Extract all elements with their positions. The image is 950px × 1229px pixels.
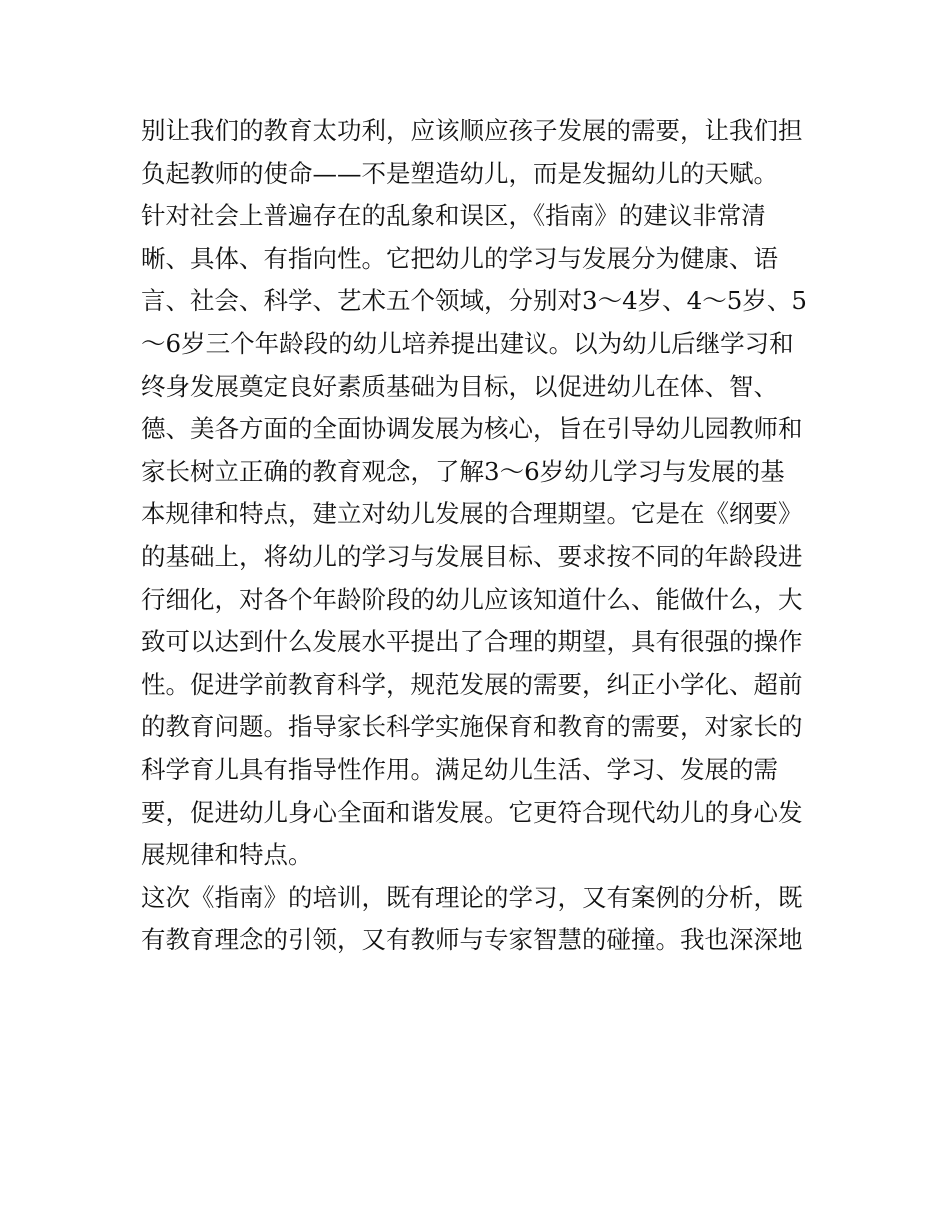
text-line: 本规律和特点，建立对幼儿发展的合理期望。它是在《纲要》 (141, 499, 803, 529)
text-line: 展规律和特点。 (141, 840, 313, 870)
text-line: ～6岁三个年龄段的幼儿培养提出建议。以为幼儿后继学习和 (141, 328, 794, 358)
text-line: 行细化，对各个年龄阶段的幼儿应该知道什么、能做什么，大 (141, 584, 803, 614)
text-line: 致可以达到什么发展水平提出了合理的期望，具有很强的操作 (141, 627, 803, 657)
text-line: 言、社会、科学、艺术五个领域，分别对3～4岁、4～5岁、5 (141, 286, 807, 316)
text-line: 的基础上，将幼儿的学习与发展目标、要求按不同的年龄段进 (141, 541, 803, 571)
text-line: 针对社会上普遍存在的乱象和误区，《指南》的建议非常清 (141, 201, 766, 231)
text-line: 科学育儿具有指导性作用。满足幼儿生活、学习、发展的需 (141, 754, 778, 784)
text-line: 要，促进幼儿身心全面和谐发展。它更符合现代幼儿的身心发 (141, 797, 803, 827)
text-line: 别让我们的教育太功利，应该顺应孩子发展的需要，让我们担 (141, 116, 803, 145)
text-line: 性。促进学前教育科学，规范发展的需要，纠正小学化、超前 (141, 669, 803, 699)
text-line: 这次《指南》的培训，既有理论的学习，又有案例的分析，既 (141, 882, 803, 912)
text-line: 晰、具体、有指向性。它把幼儿的学习与发展分为健康、语 (141, 243, 778, 273)
text-line: 负起教师的使命——不是塑造幼儿，而是发掘幼儿的天赋。 (141, 158, 778, 188)
text-line: 家长树立正确的教育观念，了解3～6岁幼儿学习与发展的基 (141, 456, 785, 486)
body-text (141, 110, 821, 962)
text-line: 德、美各方面的全面协调发展为核心，旨在引导幼儿园教师和 (141, 414, 803, 444)
text-line: 终身发展奠定良好素质基础为目标，以促进幼儿在体、智、 (141, 371, 778, 401)
text-line: 有教育理念的引领，又有教师与专家智慧的碰撞。我也深深地 (141, 925, 803, 955)
text-line: 的教育问题。指导家长科学实施保育和教育的需要，对家长的 (141, 712, 803, 742)
